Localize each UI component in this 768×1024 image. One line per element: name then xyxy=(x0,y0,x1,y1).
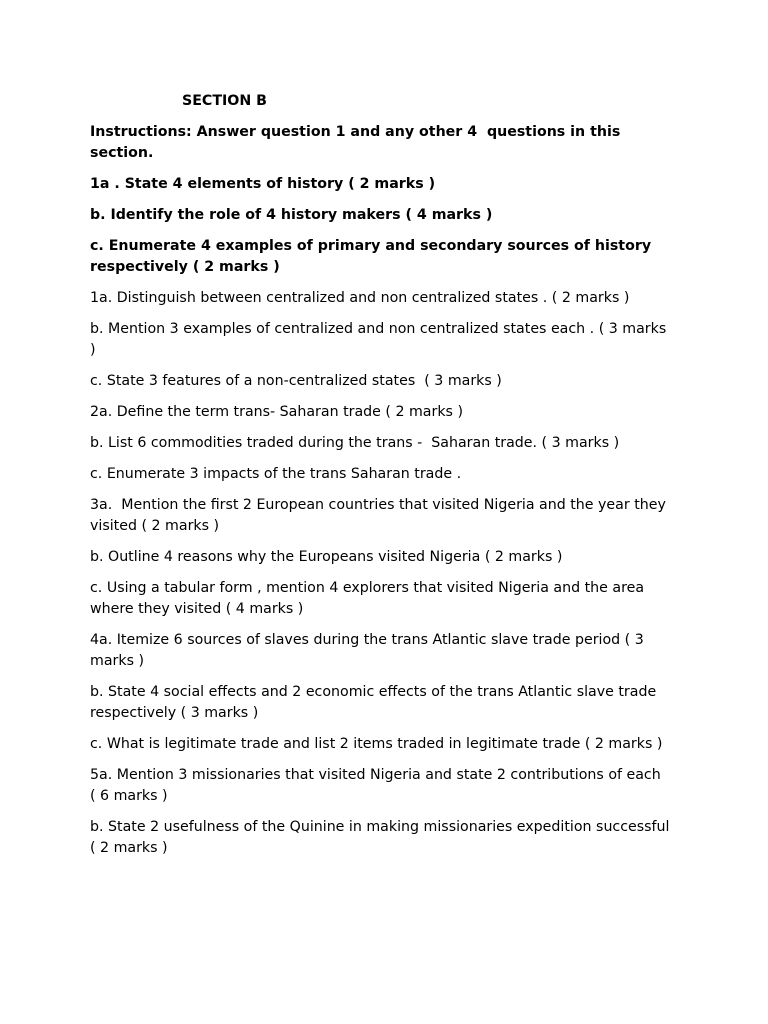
question-4a: 4a. Itemize 6 sources of slaves during the trans Atlantic slave trade period ( 3 marks ) xyxy=(90,632,649,669)
document-page xyxy=(90,91,674,869)
question-3c: c. Using a tabular form , mention 4 explorers that visited Nigeria and the area where they visited ( 4 marks ) xyxy=(90,580,649,617)
question-3b: b. Outline 4 reasons why the Europeans visited Nigeria ( 2 marks ) xyxy=(90,549,563,565)
question-4b: b. State 4 social effects and 2 economic effects of the trans Atlantic slave trade respectively ( 3 marks ) xyxy=(90,684,661,721)
question-2a: 2a. Define the term trans- Saharan trade ( 2 marks ) xyxy=(90,404,463,420)
question-4c: c. What is legitimate trade and list 2 items traded in legitimate trade ( 2 marks ) xyxy=(90,736,663,752)
instructions: Instructions: Answer question 1 and any other 4 questions in this section. xyxy=(90,124,626,161)
question-2c: c. Enumerate 3 impacts of the trans Saharan trade . xyxy=(90,466,462,482)
section-title: SECTION B xyxy=(182,93,267,109)
question-5a: 5a. Mention 3 missionaries that visited Nigeria and state 2 contributions of each ( 6 marks ) xyxy=(90,767,666,804)
question-2b: b. List 6 commodities traded during the trans - Saharan trade. ( 3 marks ) xyxy=(90,435,620,451)
question-1b-bold: b. Identify the role of 4 history makers ( 4 marks ) xyxy=(90,207,493,223)
question-5b: b. State 2 usefulness of the Quinine in making missionaries expedition successful ( 2 marks ) xyxy=(90,819,674,856)
question-1b: b. Mention 3 examples of centralized and non centralized states each . ( 3 marks ) xyxy=(90,321,671,358)
question-1c-bold: c. Enumerate 4 examples of primary and secondary sources of history respectively ( 2 marks ) xyxy=(90,238,657,275)
question-3a: 3a. Mention the first 2 European countries that visited Nigeria and the year they visited ( 2 marks ) xyxy=(90,497,671,534)
question-1a: 1a. Distinguish between centralized and non centralized states . ( 2 marks ) xyxy=(90,290,630,306)
question-1a-bold: 1a . State 4 elements of history ( 2 marks ) xyxy=(90,176,436,192)
question-1c: c. State 3 features of a non-centralized states ( 3 marks ) xyxy=(90,373,502,389)
